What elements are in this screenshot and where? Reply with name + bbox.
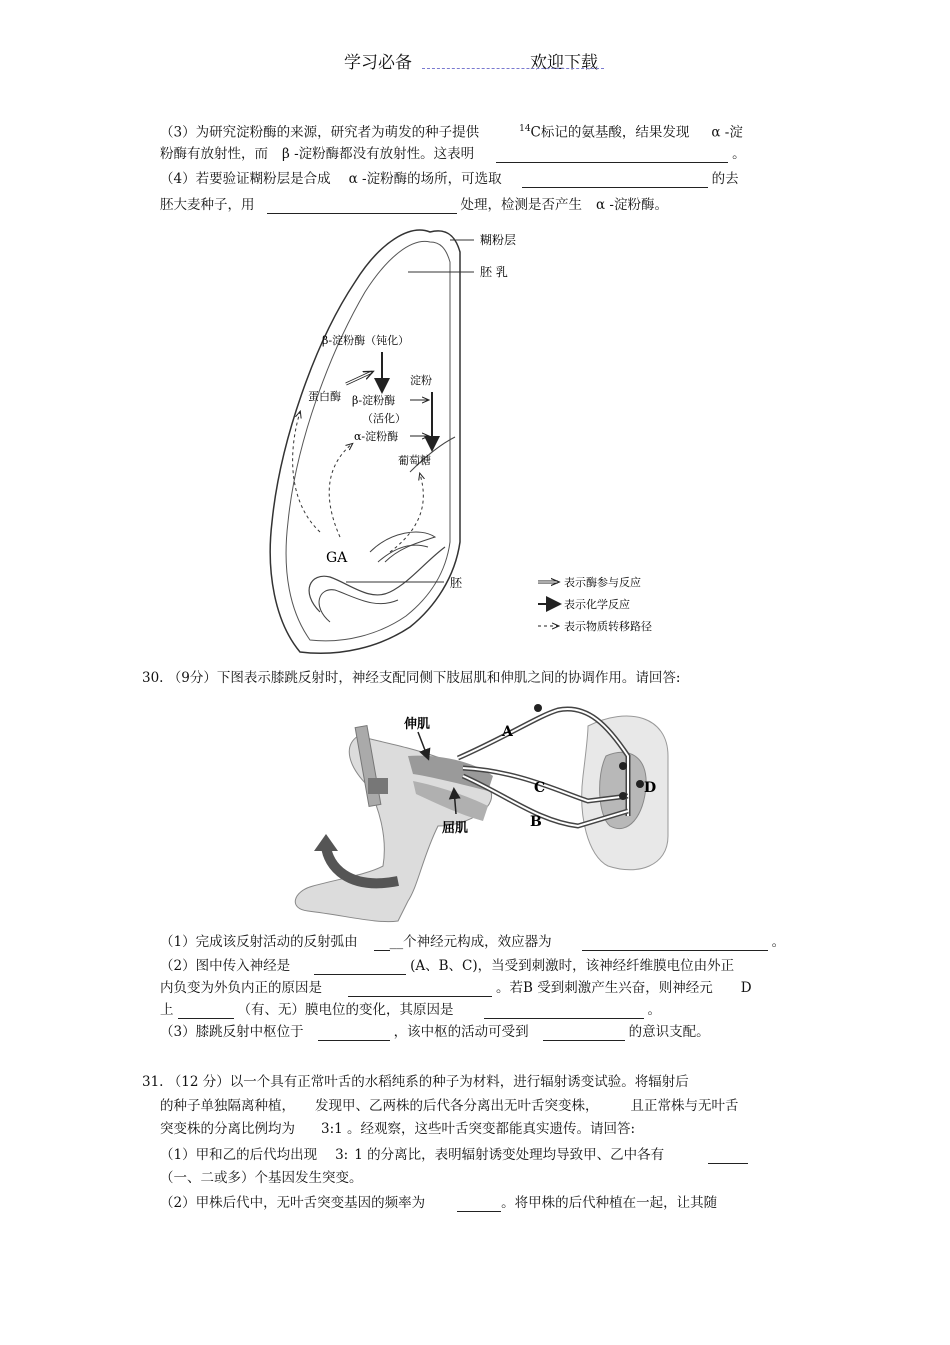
q30-title: 30. （9分）下图表示膝跳反射时，神经支配同侧下肢屈肌和伸肌之间的协调作用。请回答: xyxy=(142,670,681,686)
label-flexor: 屈肌 xyxy=(442,821,469,836)
label-protease: 蛋白酶 xyxy=(308,390,341,403)
header-divider xyxy=(422,68,604,69)
q31-line3: 突变株的分离比例均为 3:1 。经观察，这些叶舌突变都能真实遗传。请回答: xyxy=(160,1121,636,1137)
legend-enzyme: 表示酶参与反应 xyxy=(564,576,641,589)
label-ga: GA xyxy=(326,550,348,566)
label-alpha: α-淀粉酶 xyxy=(354,430,399,443)
q30-part1: （1）完成该反射活动的反射弧由 __个神经元构成，效应器为 。 xyxy=(160,934,786,950)
label-starch: 淀粉 xyxy=(410,374,432,387)
q30-part3: （3）膝跳反射中枢位于 ，该中枢的活动可受到 的意识支配。 xyxy=(160,1024,710,1040)
answer-blank[interactable] xyxy=(457,1197,501,1212)
answer-blank[interactable] xyxy=(484,1004,644,1019)
q29-part4-line1: （4）若要验证糊粉层是合成 α -淀粉酶的场所，可选取 的去 xyxy=(160,171,739,187)
label-embryo: 胚 xyxy=(450,576,463,590)
q31-part2: （2）甲株后代中，无叶舌突变基因的频率为 。将甲株的后代种植在一起，让其随 xyxy=(160,1195,718,1211)
knee-jerk-diagram xyxy=(288,696,678,932)
seed-germination-diagram xyxy=(260,212,700,657)
label-neuron-D: D xyxy=(644,780,657,796)
q31-line2: 的种子单独隔离种植， 发现甲、乙两株的后代各分离出无叶舌突变株， 且正常株与无叶舌 xyxy=(160,1098,739,1114)
label-extensor: 伸肌 xyxy=(404,717,431,732)
legend-transfer: 表示物质转移路径 xyxy=(564,620,652,633)
answer-blank[interactable] xyxy=(543,1026,625,1041)
q29-part3-line1: （3）为研究淀粉酶的来源，研究者为萌发的种子提供 $^{14}$C标记的氨基酸，结果发现 α -淀 xyxy=(160,124,743,141)
q29-part4-line2: 胚大麦种子，用 处理，检测是否产生 α -淀粉酶。 xyxy=(160,197,668,213)
q31-part1-line2: （一、二或多）个基因发生突变。 xyxy=(160,1170,363,1186)
answer-blank[interactable] xyxy=(522,173,708,188)
legend-chemical: 表示化学反应 xyxy=(564,598,630,611)
answer-blank[interactable] xyxy=(178,1004,234,1019)
label-nerve-C: C xyxy=(534,780,546,796)
q30-part2-line2: 内负变为外负内正的原因是 。若B 受到刺激产生兴奋，则神经元 D xyxy=(160,980,752,996)
q30-part2-line1: （2）图中传入神经是 (A、B、C)，当受到刺激时，该神经纤维膜电位由外正 xyxy=(160,958,735,974)
answer-blank[interactable] xyxy=(708,1149,748,1164)
answer-blank[interactable] xyxy=(582,936,768,951)
answer-blank[interactable] xyxy=(318,1026,390,1041)
answer-blank[interactable] xyxy=(348,982,492,997)
answer-blank[interactable] xyxy=(496,148,728,163)
label-endosperm: 胚 乳 xyxy=(480,265,508,279)
label-aleurone: 糊粉层 xyxy=(480,233,517,247)
label-nerve-A: A xyxy=(502,724,513,740)
label-beta-inactive: β-淀粉酶（钝化） xyxy=(322,334,410,347)
label-beta-active: β-淀粉酶 xyxy=(352,394,396,407)
label-activated: （活化） xyxy=(362,412,406,425)
embryo-curve xyxy=(319,590,398,622)
header-left: 学习必备 xyxy=(344,53,412,73)
answer-blank[interactable] xyxy=(314,960,406,975)
q29-part3-line2: 粉酶有放射性，而 β -淀粉酶都没有放射性。这表明 。 xyxy=(160,146,746,162)
header-right: 欢迎下载 xyxy=(530,53,598,73)
embryo-curve xyxy=(378,545,428,562)
label-nerve-B: B xyxy=(530,814,542,830)
label-glucose: 葡萄糖 xyxy=(398,454,431,467)
q31-title: 31. （12 分）以一个具有正常叶舌的水稻纯系的种子为材料，进行辐射诱变试验。将辐射后 xyxy=(142,1074,689,1090)
q31-part1-line1: （1）甲和乙的后代均出现 3: 1 的分离比，表明辐射诱变处理均导致甲、乙中各有 xyxy=(160,1146,752,1164)
diagram-legend xyxy=(538,575,652,633)
q30-part2-line3: 上 （有、无）膜电位的变化，其原因是 。 xyxy=(160,1002,661,1018)
answer-blank[interactable] xyxy=(374,936,390,951)
